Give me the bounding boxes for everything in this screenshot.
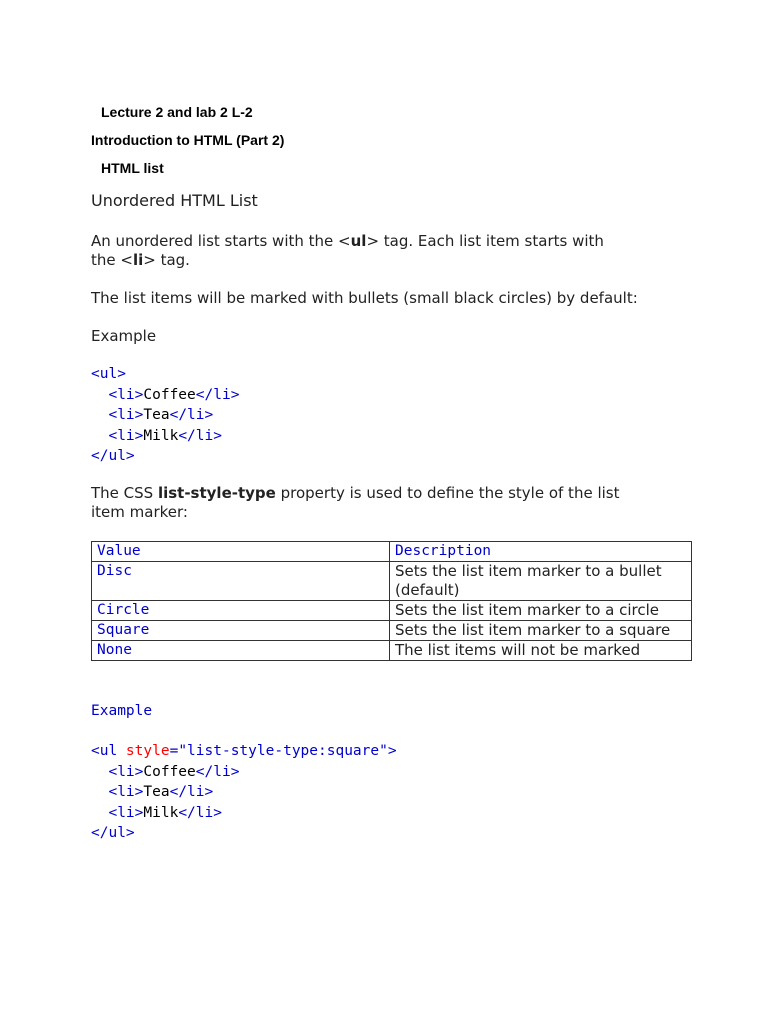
table-cell-description: Sets the list item marker to a circle — [390, 601, 692, 621]
code2-li-open: <li> — [108, 763, 144, 780]
para1-text-2: > tag. Each list item starts with — [366, 232, 604, 250]
code-example-1 — [91, 364, 239, 467]
table-cell-value: Square — [92, 621, 390, 641]
code2-ul-close: </ul> — [91, 825, 135, 841]
table-cell-value: Disc — [92, 562, 390, 601]
example-label-2: Example — [91, 703, 153, 719]
css-para-text-3: item marker: — [91, 503, 188, 521]
css-para-text-2: property is used to define the style of the list — [275, 484, 620, 502]
para1-text-4: > tag. — [143, 251, 190, 269]
code1-ul-close: </ul> — [91, 448, 135, 464]
table-header-row — [92, 542, 692, 562]
table-cell-value: Circle — [92, 601, 390, 621]
table-cell-value: None — [92, 641, 390, 661]
table-row — [92, 601, 692, 621]
code1-li-text: Tea — [143, 407, 170, 423]
table-cell-description: Sets the list item marker to a bullet (default) — [390, 562, 692, 601]
css-para-keyword: list-style-type — [157, 484, 276, 502]
unordered-list-heading: Unordered HTML List — [91, 191, 258, 210]
code1-li-close: </li> — [195, 386, 240, 403]
code2-li-close: </li> — [169, 784, 214, 800]
table-row — [92, 562, 692, 601]
code2-ul-open-tag: <ul — [91, 743, 118, 759]
table-header-description: Description — [390, 542, 692, 562]
table-cell-description: The list items will not be marked — [390, 641, 692, 661]
code2-li-close: </li> — [178, 804, 222, 821]
intro-title: Introduction to HTML (Part 2) — [91, 132, 285, 148]
table-header-value: Value — [92, 542, 390, 562]
section-title: HTML list — [101, 160, 164, 176]
code2-attr-value: "list-style-type:square" — [178, 743, 388, 759]
table-row — [92, 621, 692, 641]
para1-text-3: the < — [91, 251, 133, 269]
para1-text-1: An unordered list starts with the < — [91, 232, 351, 250]
code2-li-text: Tea — [143, 784, 170, 800]
code-example-2 — [91, 741, 397, 844]
example-label-1: Example — [91, 327, 157, 345]
code1-li-open: <li> — [108, 386, 144, 403]
code1-li-text: Milk — [143, 427, 179, 444]
table-row — [92, 641, 692, 661]
code1-li-text: Coffee — [143, 386, 196, 403]
code2-attr-equals: = — [169, 743, 179, 759]
code2-ul-open-end: > — [387, 743, 397, 759]
para1-li-keyword: li — [132, 251, 144, 269]
code1-li-open: <li> — [108, 407, 144, 423]
lecture-title: Lecture 2 and lab 2 L-2 — [101, 104, 253, 120]
code1-li-open: <li> — [108, 427, 144, 444]
code2-li-text: Coffee — [143, 763, 196, 780]
list-style-type-table — [91, 541, 692, 661]
code2-li-text: Milk — [143, 804, 179, 821]
bullets-default-paragraph: The list items will be marked with bullets (small black circles) by default: — [91, 289, 638, 307]
code2-style-attribute: style — [117, 743, 170, 759]
code1-li-close: </li> — [178, 427, 222, 444]
unordered-intro-paragraph — [91, 232, 691, 270]
code2-li-open: <li> — [108, 784, 144, 800]
para1-ul-keyword: ul — [350, 232, 367, 250]
code1-ul-open: <ul> — [91, 366, 126, 382]
code2-li-open: <li> — [108, 804, 144, 821]
css-para-text-1: The CSS — [91, 484, 158, 502]
code2-li-close: </li> — [195, 763, 240, 780]
css-property-paragraph — [91, 484, 711, 522]
code1-li-close: </li> — [169, 407, 214, 423]
table-cell-description: Sets the list item marker to a square — [390, 621, 692, 641]
